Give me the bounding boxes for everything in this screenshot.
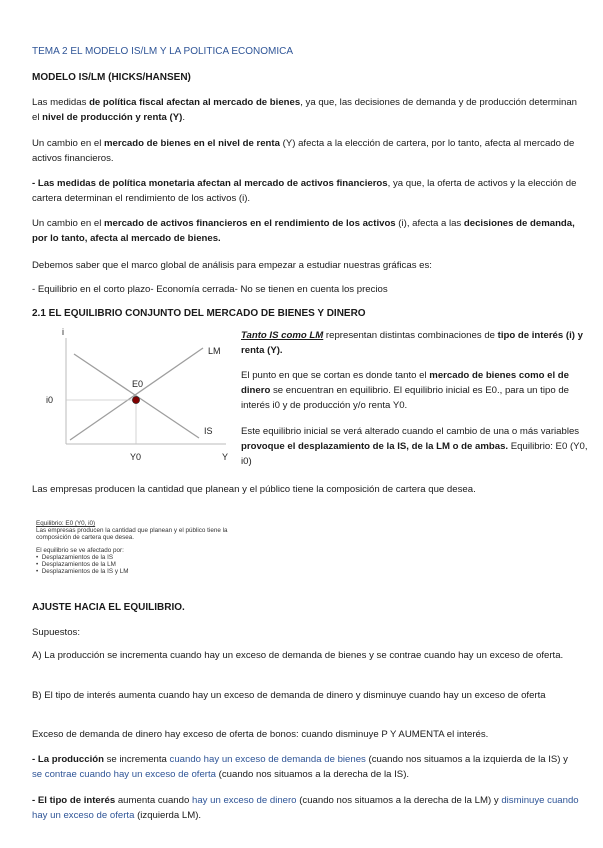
paragraph-production: - La producción se incrementa cuando hay un exceso de demanda de bienes (cuando nos situamos a la izquierda de la IS) y se contrae cuando hay un exceso de oferta (cuando nos situamos a la derecha de la IS). [32,754,568,780]
paragraph-b: B) El tipo de interés aumenta cuando hay un exceso de demanda de dinero y disminuye cuando hay un exceso de oferta [32,690,546,701]
mini-equilibrium: Equilibrio: E0 (Y0, i0) [36,520,96,527]
is-lm-graph [36,326,241,476]
paragraph-assumptions: - Equilibrio en el corto plazo- Economía cerrada- No se tienen en cuenta los precios [32,284,388,295]
x-axis-label: Y [222,452,229,462]
paragraph-goods-market: Un cambio en el mercado de bienes en el nivel de renta (Y) afecta a la elección de cartera, por lo tanto, afecta al mercado de activos financieros. [32,138,575,164]
graph-axes [66,338,226,444]
embedded-slide-image [36,520,336,575]
is-curve [74,354,199,438]
is-label: IS [204,426,213,436]
section-heading: 2.1 EL EQUILIBRIO CONJUNTO DEL MERCADO DE BIENES Y DINERO [32,308,366,319]
y-axis-label: i [62,327,64,337]
graph-description-3: Este equilibrio inicial se verá alterado cuando el cambio de una o más variables provoque el desplazamiento de la IS, de la LM o de ambas. Equilibrio: E0 (Y0, i0) [241,426,588,467]
i0-label: i0 [46,395,54,405]
document-title: TEMA 2 EL MODELO IS/LM Y LA POLITICA ECONOMICA [32,46,294,57]
ajuste-heading: AJUSTE HACIA EL EQUILIBRIO. [32,602,185,613]
mini-line: composición de cartera que desea. [36,534,135,542]
lm-label: LM [208,346,221,356]
equilibrium-point [132,396,139,403]
mini-bullet: • Desplazamientos de la LM [36,561,116,569]
paragraph-a: A) La producción se incrementa cuando hay un exceso de demanda de bienes y se contrae cuando hay un exceso de oferta. [32,650,564,661]
paragraph-framework: Debemos saber que el marco global de análisis para empezar a estudiar nuestras gráficas es: [32,260,432,271]
graph-description-1: Tanto IS como LM representan distintas combinaciones de tipo de interés (i) y renta (Y). [241,330,583,356]
mini-bullet: • Desplazamientos de la IS [36,553,114,561]
graph-description-2: El punto en que se cortan es donde tanto el mercado de bienes como el de dinero se encuentran en equilibrio. El equilibrio inicial es E0., para un tipo de interés i0 y de producción y/o renta Y0. [241,370,569,411]
model-heading: MODELO IS/LM (HICKS/HANSEN) [32,72,191,83]
mini-line: Las empresas producen la cantidad que planean y el público tiene la [36,527,228,535]
paragraph-fiscal: Las medidas de política fiscal afectan al mercado de bienes, ya que, las decisiones de demanda y de producción determinan el nivel de producción y renta (Y). [32,97,578,123]
paragraph-interest: - El tipo de interés aumenta cuando hay un exceso de dinero (cuando nos situamos a la derecha de la LM) y disminuye cuando hay un exceso de oferta (izquierda LM). [32,795,579,821]
mini-line: El equilibrio se ve afectado por: [36,546,124,554]
mini-bullet: • Desplazamientos de la IS y LM [36,568,129,576]
paragraph-c: Exceso de demanda de dinero hay exceso de oferta de bonos: cuando disminuye P Y AUMENTA el interés. [32,729,489,740]
supuestos-label: Supuestos: [32,627,81,638]
equilibrium-label: E0 [132,379,144,389]
paragraph-firms: Las empresas producen la cantidad que planean y el público tiene la composición de cartera que desea. [32,484,476,495]
y0-label: Y0 [130,452,142,462]
paragraph-monetary: - Las medidas de política monetaria afectan al mercado de activos financieros, ya que, la oferta de activos y la elección de cartera determinan el rendimiento de los activos (i). [32,178,577,204]
lm-curve [70,348,203,440]
paragraph-financial-market: Un cambio en el mercado de activos financieros en el rendimiento de los activos (i), afecta a las decisiones de demanda, por lo tanto, afecta al mercado de bienes. [32,218,575,244]
